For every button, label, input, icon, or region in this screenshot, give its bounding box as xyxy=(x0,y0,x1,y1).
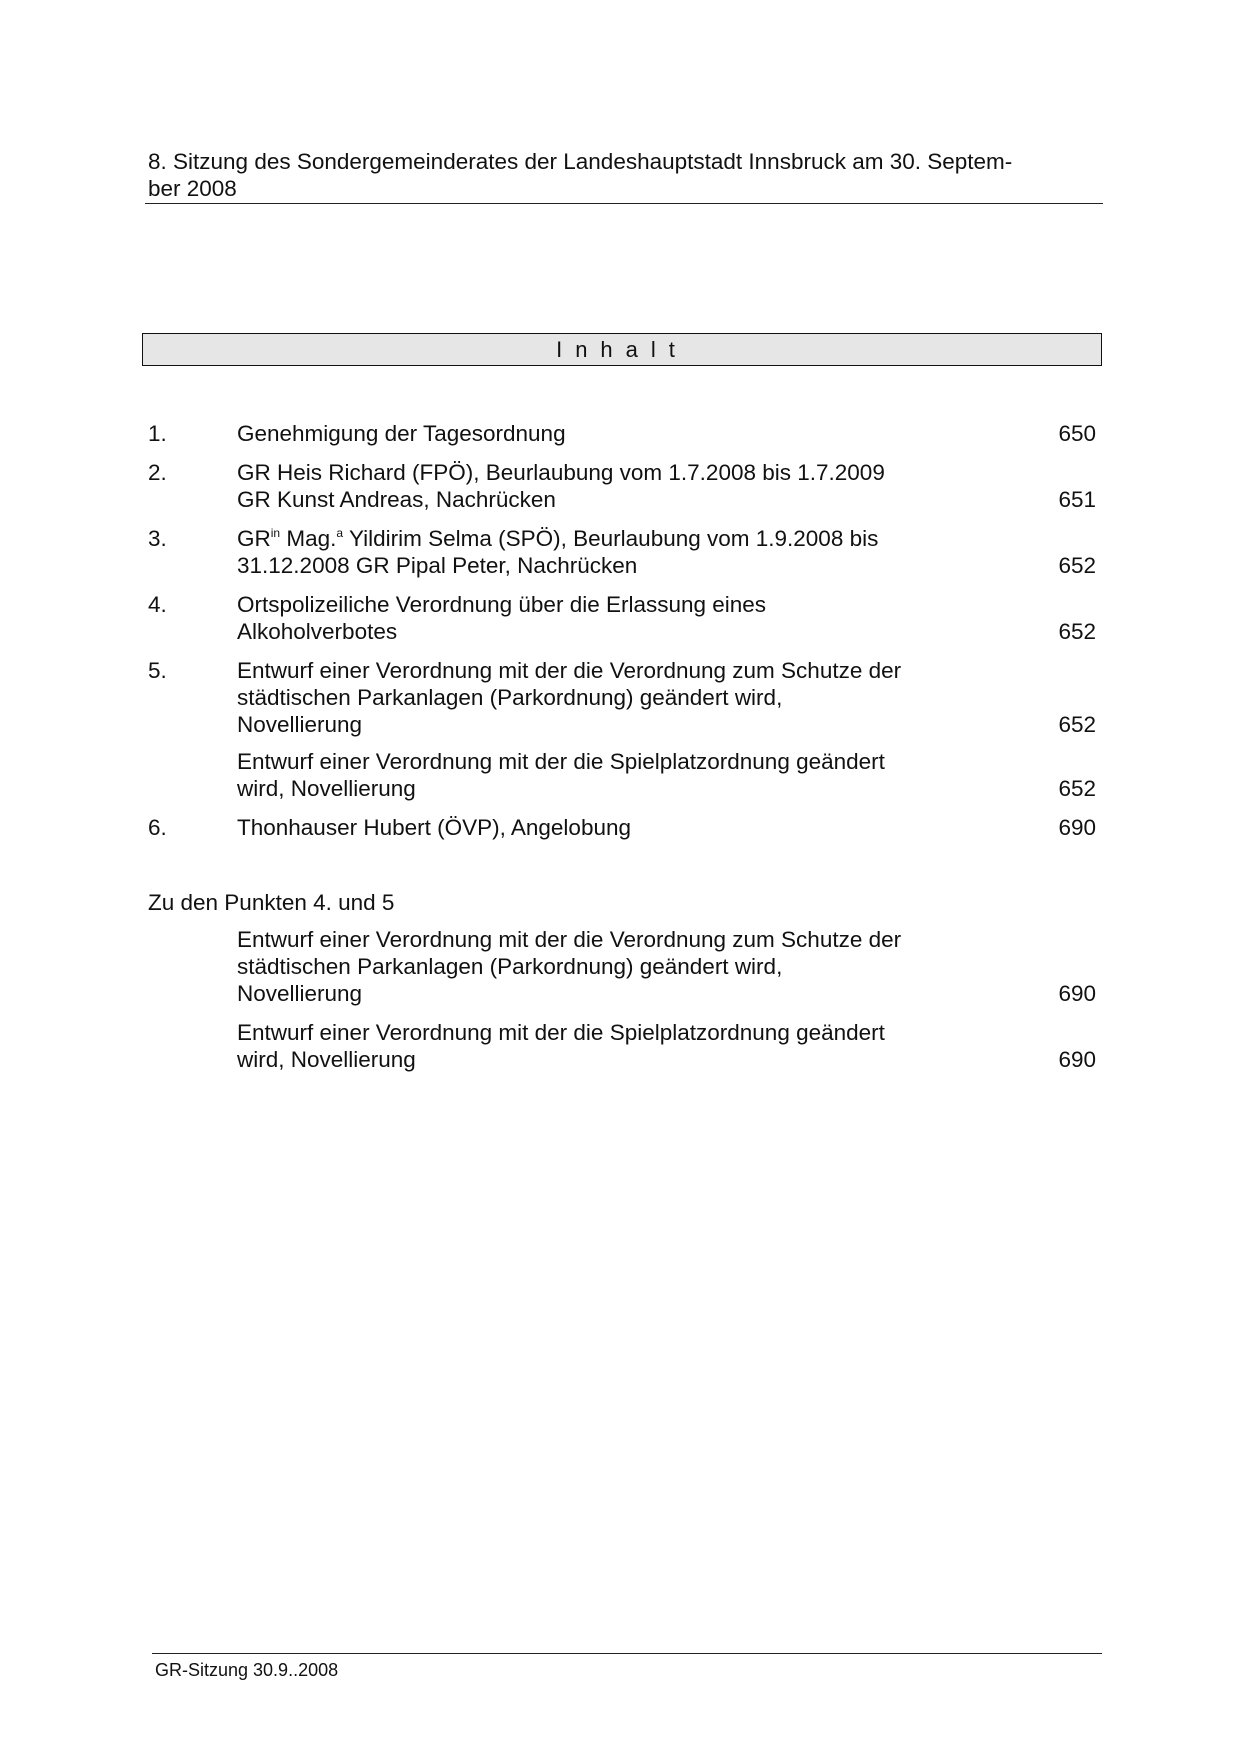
toc-item-5 xyxy=(148,657,1098,738)
toc-item-number: 6. xyxy=(148,815,167,840)
toc-item-page: 652 xyxy=(1058,553,1096,578)
toc-item-3 xyxy=(148,525,1098,579)
toc-item-line: Entwurf einer Verordnung mit der die Spielplatzordnung geändert xyxy=(237,749,885,774)
footer-rule xyxy=(152,1653,1102,1654)
toc-item-line: Novellierung xyxy=(237,712,363,737)
toc-item-2 xyxy=(148,459,1098,513)
toc-title-box xyxy=(142,333,1102,366)
toc-item-page: 652 xyxy=(1058,619,1096,644)
header-line-2: ber 2008 xyxy=(148,176,237,201)
toc-item-text xyxy=(237,420,937,447)
toc-item-text xyxy=(237,459,937,513)
toc-item-line: Alkoholverbotes xyxy=(237,619,398,644)
toc-item-line: Ortspolizeiliche Verordnung über die Erlassung eines xyxy=(237,592,767,617)
toc-item-page: 651 xyxy=(1058,487,1096,512)
toc-item-page: 690 xyxy=(1058,981,1096,1006)
page-footer: GR-Sitzung 30.9..2008 xyxy=(155,1660,339,1680)
toc-item-page: 690 xyxy=(1058,1047,1096,1072)
toc-item-line xyxy=(237,525,937,552)
toc-item-text xyxy=(237,525,937,579)
toc-item-line: Genehmigung der Tagesordnung xyxy=(237,421,566,446)
toc-item-6 xyxy=(148,814,1098,841)
mag-abbrev: Mag. xyxy=(286,526,337,551)
toc-item-line: Thonhauser Hubert (ÖVP), Angelobung xyxy=(237,815,631,840)
toc-title: Inhalt xyxy=(556,336,688,362)
header-line-1: 8. Sitzung des Sondergemeinderates der Landeshauptstadt Innsbruck am 30. Septem- xyxy=(148,149,1013,174)
toc-item-line: GR Heis Richard (FPÖ), Beurlaubung vom 1.7.2008 bis 1.7.2009 xyxy=(237,460,885,485)
gr-superscript: in xyxy=(270,526,281,540)
section-item-1 xyxy=(148,926,1098,1007)
toc-item-text xyxy=(237,591,937,645)
toc-item-line: wird, Novellierung xyxy=(237,776,416,801)
toc-item-line: Entwurf einer Verordnung mit der die Verordnung zum Schutze der xyxy=(237,927,902,952)
toc-item-line: GR Kunst Andreas, Nachrücken xyxy=(237,487,556,512)
toc-item-page: 652 xyxy=(1058,712,1096,737)
document-header xyxy=(148,148,1100,202)
toc-item-number: 2. xyxy=(148,460,167,485)
toc-item-4 xyxy=(148,591,1098,645)
toc-item-line-rest: Yildirim Selma (SPÖ), Beurlaubung vom 1.9.2008 bis xyxy=(348,526,879,551)
header-rule xyxy=(145,203,1103,204)
toc-item-number: 5. xyxy=(148,658,167,683)
toc-item-line: städtischen Parkanlagen (Parkordnung) geändert wird, xyxy=(237,685,783,710)
toc-item-line: wird, Novellierung xyxy=(237,1047,416,1072)
section-heading: Zu den Punkten 4. und 5 xyxy=(148,890,395,915)
toc-item-line: 31.12.2008 GR Pipal Peter, Nachrücken xyxy=(237,553,638,578)
mag-superscript: a xyxy=(336,526,344,540)
toc-item-line: Novellierung xyxy=(237,981,363,1006)
toc-item-1 xyxy=(148,420,1098,447)
toc-item-line: Entwurf einer Verordnung mit der die Verordnung zum Schutze der xyxy=(237,658,902,683)
toc-item-page: 690 xyxy=(1058,815,1096,840)
toc-item-number: 1. xyxy=(148,421,167,446)
toc-item-5-sub xyxy=(148,748,1098,802)
toc-item-number xyxy=(148,748,237,802)
toc-item-number: 4. xyxy=(148,592,167,617)
section-item-2 xyxy=(148,1019,1098,1073)
toc-item-line: Entwurf einer Verordnung mit der die Spielplatzordnung geändert xyxy=(237,1020,885,1045)
toc-item-text xyxy=(237,748,937,802)
gr-abbrev: GR xyxy=(237,526,271,551)
toc-item-number: 3. xyxy=(148,526,167,551)
toc-item-page: 652 xyxy=(1058,776,1096,801)
toc-item-text xyxy=(237,1019,937,1073)
toc-item-text xyxy=(237,814,937,841)
toc-item-page: 650 xyxy=(1058,421,1096,446)
toc-item-text xyxy=(237,657,937,738)
toc-item-text xyxy=(237,926,937,1007)
toc-item-line: städtischen Parkanlagen (Parkordnung) geändert wird, xyxy=(237,954,783,979)
table-of-contents xyxy=(148,420,1098,1085)
